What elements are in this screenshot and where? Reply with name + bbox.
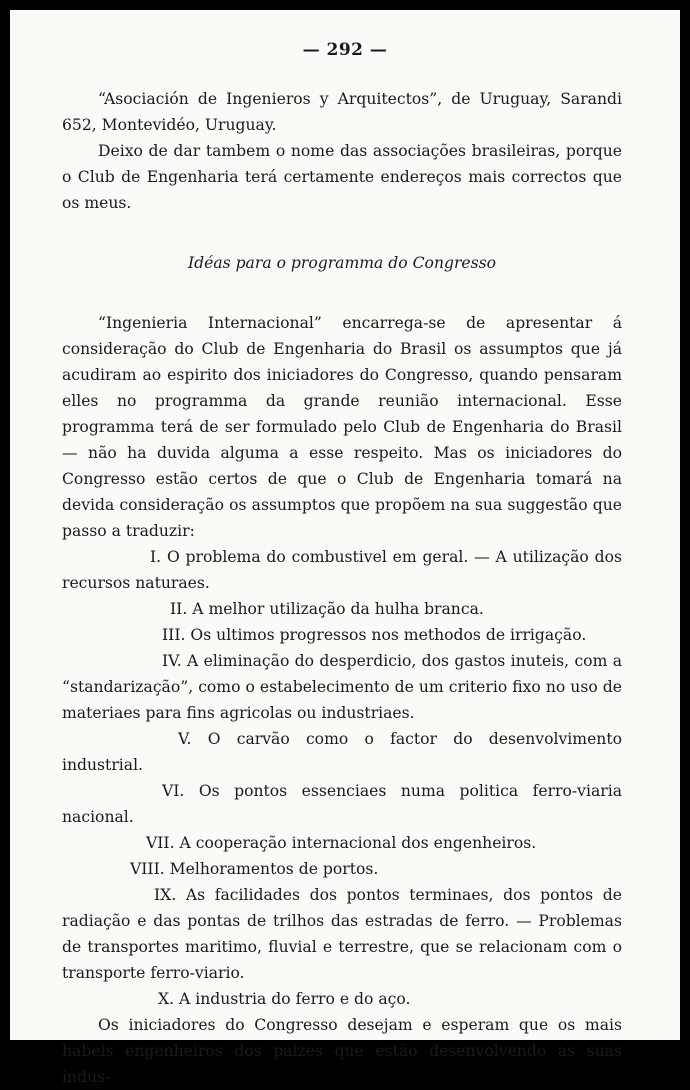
item-number: I. xyxy=(150,548,162,566)
list-item xyxy=(62,648,622,726)
page-number: — 292 — xyxy=(302,40,388,60)
list-item xyxy=(62,856,622,882)
spacer xyxy=(62,276,622,310)
item-number: III. xyxy=(162,626,186,644)
item-number: VII. xyxy=(146,834,175,852)
item-number: V. xyxy=(178,730,192,748)
item-number: X. xyxy=(158,990,175,1008)
list-item xyxy=(62,830,622,856)
section-heading: Idéas para o programma do Congresso xyxy=(187,254,497,272)
item-text: A industria do ferro e do aço. xyxy=(179,990,411,1008)
item-text: Os pontos essenciaes numa politica ferro-viaria nacional. xyxy=(62,782,622,826)
document-body xyxy=(62,86,622,1090)
list-item xyxy=(62,726,622,778)
list-item xyxy=(62,986,622,1012)
list-item xyxy=(62,622,622,648)
item-text: O carvão como o factor do desenvolvimento industrial. xyxy=(62,730,622,774)
item-number: VI. xyxy=(162,782,185,800)
address-paragraph: “Asociación de Ingenieros y Arquitectos”, de Uruguay, Sarandi 652, Montevidéo, Uruguay. xyxy=(62,90,622,134)
closing-paragraph: Os iniciadores do Congresso desejam e esperam que os mais habeis engenheiros dos paizes que estão desenvolvendo as suas indus- xyxy=(62,1016,622,1086)
item-number: II. xyxy=(170,600,188,618)
intro-paragraph: “Ingenieria Internacional” encarrega-se de apresentar á consideração do Club de Engenharia do Brasil os assumptos que já acudiram ao espirito dos iniciadores do Congresso, quando pensaram elles no programma da grande reunião internacional. Esse programma terá de ser formulado pelo Club de Engenharia do Brasil — não ha duvida alguma a esse respeito. Mas os iniciadores do Congresso estão certos de que o Club de Engenharia tomará na devida consideração os assumptos que propõem na sua suggestão que passo a traduzir: xyxy=(62,314,622,540)
item-text: A melhor utilização da hulha branca. xyxy=(192,600,484,618)
item-text: A cooperação internacional dos engenheiros. xyxy=(179,834,537,852)
item-number: VIII. xyxy=(130,860,165,878)
document-page xyxy=(10,10,680,1086)
list-item xyxy=(62,778,622,830)
note-paragraph: Deixo de dar tambem o nome das associações brasileiras, porque o Club de Engenharia terá certamente endereços mais correctos que os meus. xyxy=(62,142,622,212)
spacer xyxy=(62,216,622,250)
list-item xyxy=(62,596,622,622)
list-item xyxy=(62,544,622,596)
item-number: IV. xyxy=(162,652,182,670)
item-number: IX. xyxy=(154,886,177,904)
item-text: A eliminação do desperdicio, dos gastos inuteis, com a “standarização”, como o estabelecimento de um criterio fixo no uso de materiaes para fins agricolas ou industriaes. xyxy=(62,652,622,722)
item-text: Melhoramentos de portos. xyxy=(169,860,379,878)
item-text: O problema do combustivel em geral. — A utilização dos recursos naturaes. xyxy=(62,548,622,592)
item-text: Os ultimos progressos nos methodos de irrigação. xyxy=(190,626,587,644)
item-text: As facilidades dos pontos terminaes, dos pontos de radiação e das pontas de trilhos das estradas de ferro. — Problemas de transportes maritimo, fluvial e terrestre, que se relacionam com o transporte ferro-viario. xyxy=(62,886,622,982)
list-item xyxy=(62,882,622,986)
